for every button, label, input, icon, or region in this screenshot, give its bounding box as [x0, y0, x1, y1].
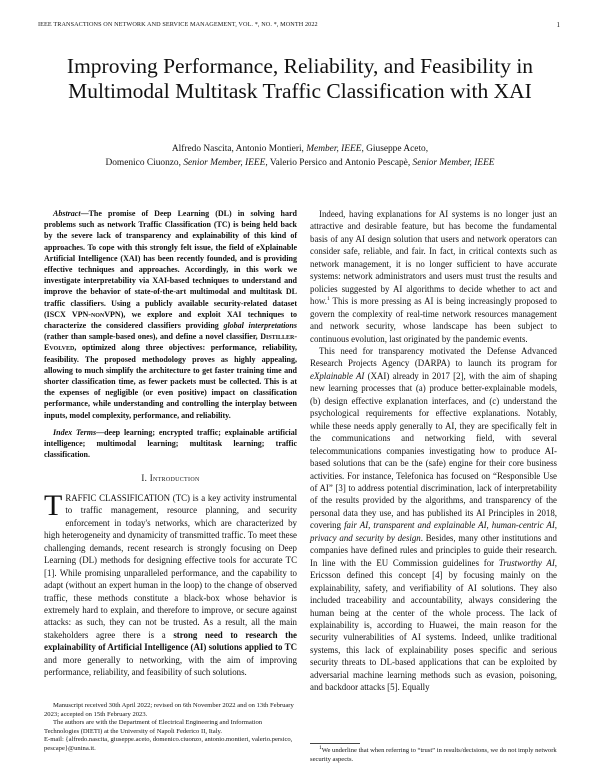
drop-cap: T — [44, 488, 63, 522]
author-names: , Giuseppe Aceto, — [361, 144, 429, 154]
intro-text: strong need to research the explainability of Artificial Intelligence (AI) solutions applied to TC — [44, 629, 297, 653]
author-line-2 — [40, 156, 560, 170]
index-terms — [44, 427, 297, 461]
abstract-text: (rather than sample-based ones), and define a novel classifier, — [44, 332, 261, 342]
author-membership: Senior Member, IEEE — [412, 158, 495, 168]
body-text: This is more pressing as AI is being increasingly proposed to govern the complexity of real-time network resources management and network security, whose landscape has been subject to continuous evolution, last originated by the pandemic events. — [310, 296, 557, 344]
paper-title: Improving Performance, Reliability, and Feasibility in Multimodal Multitask Traffic Classification with XAI — [66, 54, 534, 103]
body-text: This need for transparency motivated the Defense Advanced Research Projects Agency (DARPA) to launch its program for — [310, 345, 557, 369]
footnote-marker: 1 — [326, 296, 330, 303]
body-text: Indeed, having explanations for AI systems is no longer just an attractive and desirable feature, but has become the fundamental basis of any AI design solution that users and network operators can consider safe, reliable, and fair. In fact, in critical contexts such as network management, it is no longer sufficient to have accurate systems: network administrators and users must trust the results and policies suggested by AI algorithms to decide whether to act and how. — [310, 209, 557, 307]
abstract-text: ), we explore and exploit XAI techniques to characterize the considered classifiers providing — [44, 309, 297, 331]
author-membership: Senior Member, IEEE — [183, 158, 266, 168]
footnote-text: We underline that when referring to “trust” in results/decisions, we do not imply network security aspects. — [310, 747, 557, 763]
body-text: fair AI, transparent and explainable AI, human-centric AI, privacy and security by design — [310, 520, 557, 543]
body-text: , Ericsson defined this concept [4] by focusing mainly on the explainability, safety, and verifiability of AI solutions. They also included traceability and accountability, always considering the human being at the center of the whole process. The lack of explainability is, according to Huawei, the main reason for the security vulnerabilities of AI systems. Indeed, unlike traditional systems, this lack of explainability poses specific and serious security threats to DL-based applications that can be exploited by adversarial machine learning methods such as evasion, poisoning, and backdoor attacks [5]. Equally — [310, 557, 557, 693]
author-block — [40, 142, 560, 170]
body-text: eXplainable AI — [310, 370, 365, 381]
abstract-text: , optimized along three objectives: performance, reliability, feasibility. The proposed methodology proves as highly appealing, allowing to much simplify the architecture to get faster training time and shorter classification time, as fewer packets must be collected. This is at the expenses of negligible (or even positive) impact on classification performance, while understanding and controlling the interplay between inputs, model complexity, performance, and reliability. — [44, 343, 297, 420]
body-text: Trustworthy AI — [498, 557, 555, 568]
intro-text: and more generally to networking, with the aim of improving performance, reliability, and feasibility of such solutions. — [44, 654, 297, 678]
body-paragraph — [310, 345, 557, 694]
author-line-1 — [40, 142, 560, 156]
body-text: . Besides, many other institutions and companies have defined rules and principles to guide their research. In line with the EU Commission guidelines for — [310, 532, 557, 568]
intro-paragraph — [44, 488, 297, 679]
abstract-text: Distiller-Evolved — [44, 332, 297, 353]
footnote-1 — [310, 744, 557, 764]
page-number: 1 — [556, 21, 560, 29]
email-note: E-mail: {alfredo.nascita, giuseppe.aceto, domenico.ciuonzo, antonio.montieri, valerio.persico, pescape}@unina.it. — [44, 736, 293, 752]
manuscript-note: Manuscript received 30th April 2022; revised on 6th November 2022 and on 13th February 2023; accepted on 15th February 2023. — [44, 702, 294, 718]
body-text: (XAI) already in 2017 [2], with the aim of shaping new learning processes that (a) produce better-explainable models, (b) design effective explanation interfaces, and (c) understand the psychological requirements for effective explanations. Notably, while these needs apply generally to AI, they are specifically felt in the communications and networking field, with several telecommunications companies investigating how to produce AI-based solutions that can be the (safe) engine for their core business activities. For instance, Telefonica has focused on “Responsible Use of AI” [3] to address potential discrimination, lack of interpretability of the results provided by the algorithms, and transparency of the personal data they use, and has published its AI Principles in 2018, covering — [310, 370, 557, 531]
abstract-text: global interpretations — [223, 321, 297, 331]
footnote-rule — [310, 743, 360, 744]
running-header: IEEE TRANSACTIONS ON NETWORK AND SERVICE MANAGEMENT, VOL. *, NO. *, MONTH 2022 — [38, 21, 318, 28]
abstract-label: Abstract — [53, 209, 81, 218]
intro-text: (TC) is a key activity instrumental to traffic management, resource planning, and security enforcement in today's networks, which are characterized by high heterogeneity and dynamicity of transmitted traffic. To meet these challenging demands, recent research is strongly focusing on Deep Learning (DL) methods for designing effective tools for accurate TC [1]. While promising unparalleled performance, and the capability to adapt (without an expert human in the loop) to the change of observed traffic, these methods constitute a black-box whose behavior is extremely hard to explain, and therefore to improve, or secure against attacks: as such, they can not be trusted. As a result, all the main stakeholders agree there is a — [44, 492, 297, 640]
body-paragraph — [310, 208, 557, 345]
index-terms-text: —deep learning; encrypted traffic; explainable artificial intelligence; multimodal learning; multitask learning; traffic classification. — [44, 427, 298, 460]
left-column — [44, 208, 297, 679]
author-names: , Valerio Persico and Antonio Pescapè, — [265, 158, 413, 168]
author-membership: Member, IEEE — [306, 144, 362, 154]
abstract — [44, 208, 297, 421]
abstract-text: nonVPN — [90, 309, 121, 319]
author-names: Alfredo Nascita, Antonio Montieri, — [171, 144, 307, 154]
section-heading: I. Introduction — [141, 473, 200, 484]
abstract-text: —The promise of Deep Learning (DL) in solving hard problems such as network Traffic Classification (TC) is being held back by the severe lack of transparency and explainability of this kind of approaches. To cope with this strongly felt issue, the field of eXplainable Artificial Intelligence (XAI) has been recently founded, and is providing effective techniques and approaches. Accordingly, in this work we investigate interpretability via XAI-based techniques to understand and improve the behavior of state-of-the-art multimodal and multitask DL traffic classifiers. Using a publicly available security-related dataset (ISCX VPN- — [44, 209, 297, 319]
left-footnotes — [44, 702, 297, 754]
affiliation-note: The authors are with the Department of Electrical Engineering and Information Technologies (DIETI) at the University of Napoli Federico II, Italy. — [44, 719, 263, 735]
footnote-marker: 1 — [319, 744, 322, 751]
index-terms-label: Index Terms — [53, 427, 97, 437]
intro-text: RAFFIC CLASSIFICATION — [65, 492, 171, 503]
right-column — [310, 208, 557, 694]
author-names: Domenico Ciuonzo, — [105, 158, 184, 168]
